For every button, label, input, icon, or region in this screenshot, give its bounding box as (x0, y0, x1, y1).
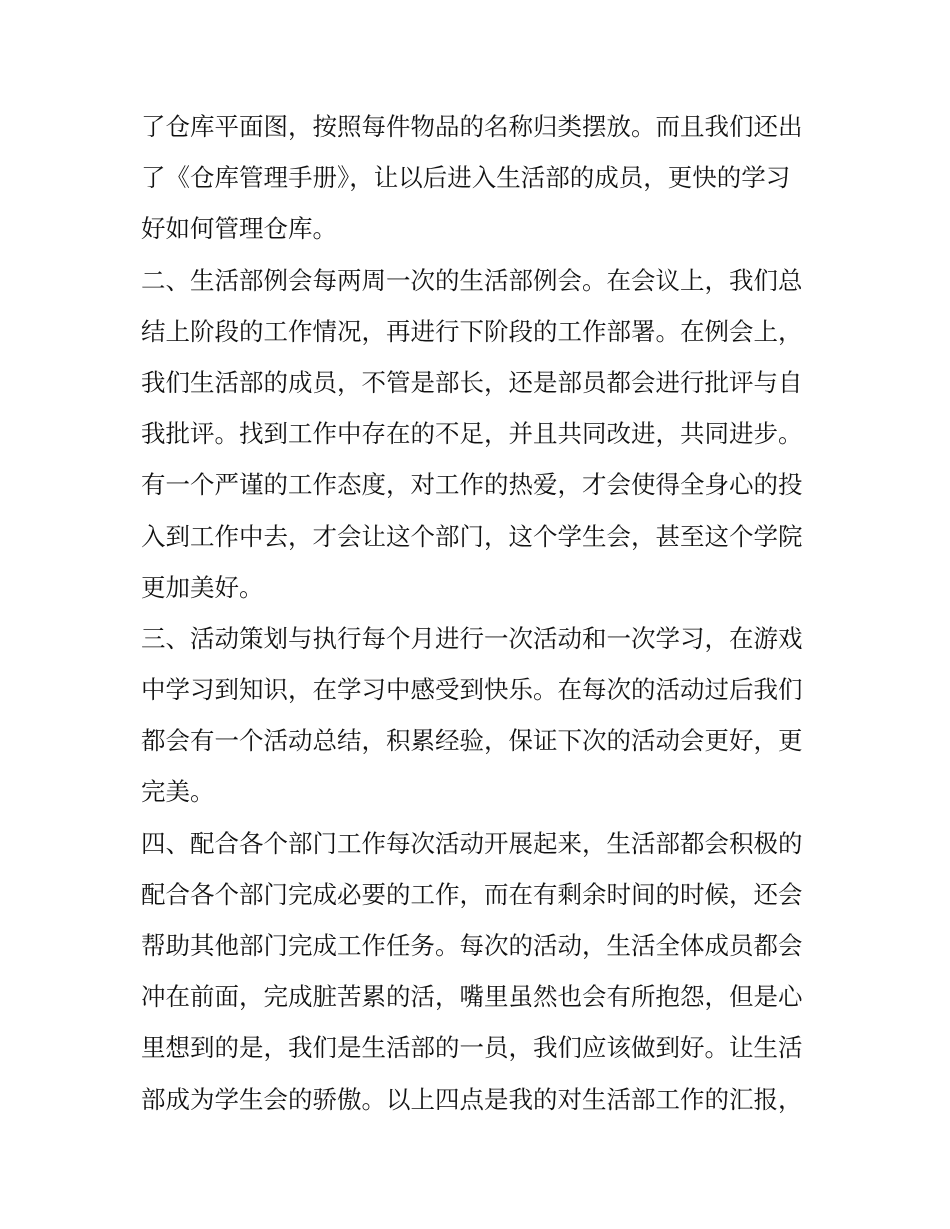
body-text (141, 101, 821, 1125)
text-line: 四、配合各个部门工作每次活动开展起来，生活部都会积极的 (141, 828, 803, 858)
text-line: 都会有一个活动总结，积累经验，保证下次的活动会更好，更 (141, 726, 803, 756)
text-line: 冲在前面，完成脏苦累的活，嘴里虽然也会有所抱怨，但是心 (141, 982, 803, 1012)
text-line: 二、生活部例会每两周一次的生活部例会。在会议上，我们总 (141, 265, 803, 295)
text-line: 中学习到知识，在学习中感受到快乐。在每次的活动过后我们 (141, 675, 803, 705)
text-line: 有一个严谨的工作态度，对工作的热爱，才会使得全身心的投 (141, 470, 803, 500)
text-line: 部成为学生会的骄傲。以上四点是我的对生活部工作的汇报， (141, 1084, 803, 1114)
text-line: 了《仓库管理手册》，让以后进入生活部的成员，更快的学习 (141, 163, 791, 193)
text-line: 了仓库平面图，按照每件物品的名称归类摆放。而且我们还出 (141, 112, 803, 141)
text-line: 好如何管理仓库。 (141, 214, 337, 244)
text-line: 三、活动策划与执行每个月进行一次活动和一次学习，在游戏 (141, 623, 803, 653)
text-line: 我批评。找到工作中存在的不足，并且共同改进，共同进步。 (141, 419, 803, 449)
text-line: 入到工作中去，才会让这个部门，这个学生会，甚至这个学院 (141, 521, 803, 551)
text-line: 完美。 (141, 777, 215, 807)
text-line: 配合各个部门完成必要的工作，而在有剩余时间的时候，还会 (141, 879, 803, 909)
text-line: 帮助其他部门完成工作任务。每次的活动，生活全体成员都会 (141, 931, 803, 960)
text-line: 我们生活部的成员，不管是部长，还是部员都会进行批评与自 (141, 367, 803, 397)
text-line: 结上阶段的工作情况，再进行下阶段的工作部署。在例会上， (141, 316, 803, 346)
text-line: 更加美好。 (141, 572, 264, 602)
text-line: 里想到的是，我们是生活部的一员，我们应该做到好。让生活 (141, 1033, 803, 1063)
